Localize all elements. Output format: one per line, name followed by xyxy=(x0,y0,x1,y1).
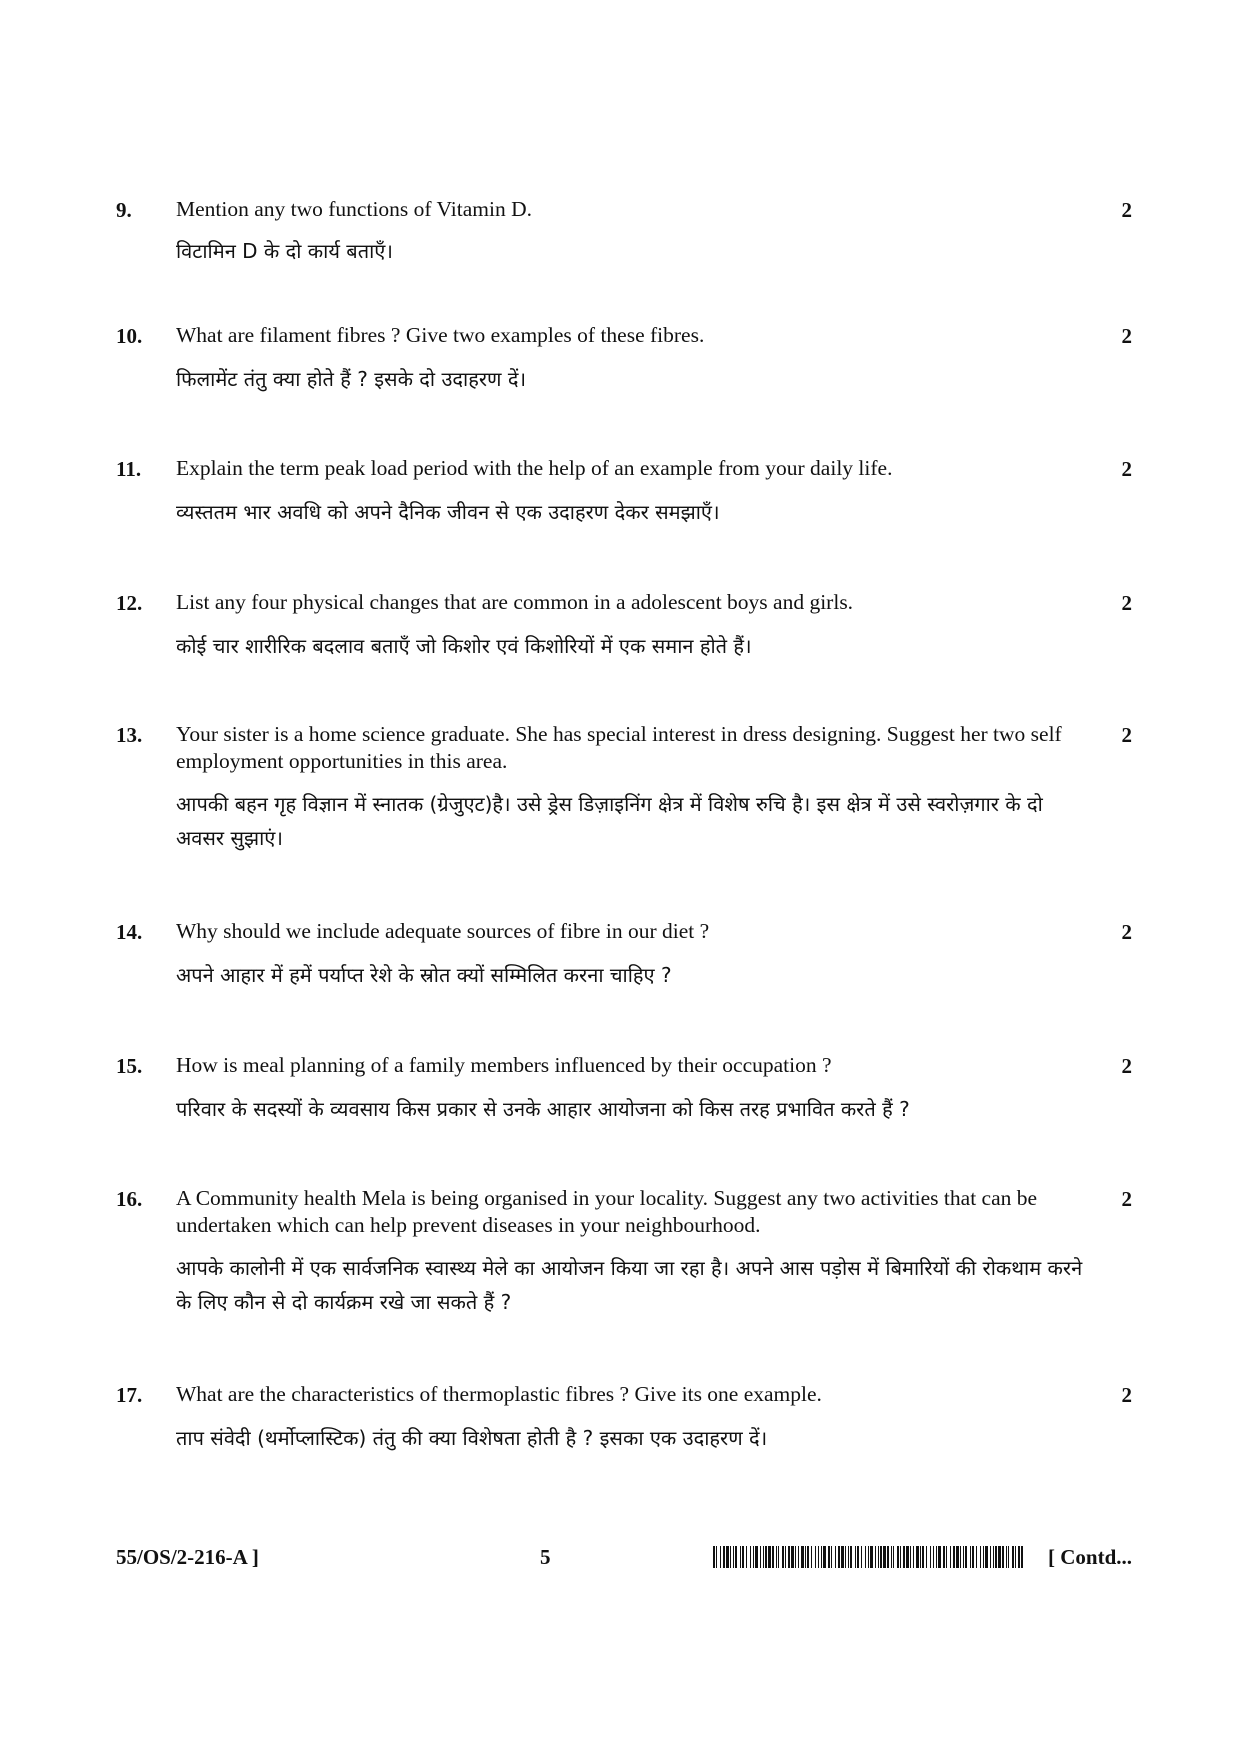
question-text-hindi: फिलामेंट तंतु क्या होते हैं ? इसके दो उदाहरण दें। xyxy=(176,367,527,391)
barcode-bar xyxy=(897,1546,899,1568)
barcode-bar xyxy=(850,1546,852,1568)
barcode-bar xyxy=(720,1546,721,1568)
barcode-bar xyxy=(845,1546,846,1568)
barcode-bar xyxy=(965,1546,967,1568)
barcode-bar xyxy=(922,1546,924,1568)
barcode-bar xyxy=(735,1546,737,1568)
barcode-bar xyxy=(805,1546,806,1568)
question-text-hindi: आपकी बहन गृह विज्ञान में स्नातक (ग्रेजुएट)है। उसे ड्रेस डिज़ाइनिंग क्षेत्र में विशेष रुचि है। इस क्षेत्र में उसे स्वरोज़गार के दो अवसर सुझाएं। xyxy=(176,792,1043,850)
barcode-bar xyxy=(857,1546,859,1568)
question-text-hindi: कोई चार शारीरिक बदलाव बताएँ जो किशोर एवं किशोरियों में एक समान होते हैं। xyxy=(176,634,752,658)
barcode-bar xyxy=(910,1546,911,1568)
question-text-hindi: आपके कालोनी में एक सार्वजनिक स्वास्थ्य मेले का आयोजन किया जा रहा है। अपने आस पड़ोस में बिमारियों की रोकथाम करने के लिए कौन से दो कार्यक्रम रखे जा सकते हैं ? xyxy=(176,1256,1083,1314)
barcode-bar xyxy=(763,1546,764,1568)
barcode-bar xyxy=(815,1546,816,1568)
question-text-hindi: ताप संवेदी (थर्मोप्लास्टिक) तंतु की क्या विशेषता होती है ? इसका एक उदाहरण दें। xyxy=(176,1426,768,1450)
question-marks: 2 xyxy=(1121,591,1132,615)
question-number: 16. xyxy=(116,1187,143,1211)
continued-label: [ Contd... xyxy=(1047,1545,1132,1569)
barcode-bar xyxy=(950,1546,951,1568)
barcode-bar xyxy=(970,1546,971,1568)
barcode-bar xyxy=(848,1546,849,1568)
barcode-bar xyxy=(983,1546,984,1568)
question-number: 13. xyxy=(116,723,143,747)
barcode-bar xyxy=(903,1546,905,1568)
barcode-bar xyxy=(998,1546,1001,1568)
question-text-english: Mention any two functions of Vitamin D. xyxy=(176,197,533,221)
barcode-bar xyxy=(933,1546,934,1568)
question-marks: 2 xyxy=(1121,723,1132,747)
barcode-bar xyxy=(835,1546,836,1568)
barcode-bar xyxy=(753,1546,754,1568)
page-footer xyxy=(116,1543,1132,1573)
barcode-bar xyxy=(831,1546,832,1568)
barcode-bar xyxy=(855,1546,856,1568)
barcode-bar xyxy=(740,1546,741,1568)
barcode-bar xyxy=(943,1546,945,1568)
barcode-bar xyxy=(755,1546,758,1568)
question-number: 14. xyxy=(116,920,143,944)
question-text-hindi: परिवार के सदस्यों के व्यवसाय किस प्रकार से उनके आहार आयोजना को किस तरह प्रभावित करते हैं ? xyxy=(176,1097,910,1121)
page-number: 5 xyxy=(540,1545,551,1569)
question-text-english: What are filament fibres ? Give two examples of these fibres. xyxy=(176,323,705,347)
barcode-bar xyxy=(953,1546,955,1568)
question-number: 17. xyxy=(116,1383,143,1407)
barcode-bar xyxy=(791,1546,794,1568)
barcode-bar xyxy=(768,1546,771,1568)
barcode-bar xyxy=(785,1546,786,1568)
barcode-bar xyxy=(878,1546,879,1568)
barcode-bar xyxy=(1021,1546,1023,1568)
barcode-bar xyxy=(788,1546,790,1568)
barcode-bar xyxy=(841,1546,844,1568)
question-text-hindi: अपने आहार में हमें पर्याप्त रेशे के स्रोत क्यों सम्मिलित करना चाहिए ? xyxy=(176,963,672,987)
barcode-bar xyxy=(880,1546,882,1568)
barcode-bar xyxy=(870,1546,873,1568)
barcode-bar xyxy=(823,1546,826,1568)
barcode-bar xyxy=(716,1546,717,1568)
barcode-bar xyxy=(838,1546,840,1568)
barcode-bar xyxy=(811,1546,812,1568)
question-text-hindi: विटामिन D के दो कार्य बताएँ। xyxy=(176,239,393,263)
barcode-bar xyxy=(920,1546,921,1568)
question-number: 9. xyxy=(116,198,132,222)
barcode-bar xyxy=(782,1546,784,1568)
paper-code: 55/OS/2-216-A ] xyxy=(116,1545,259,1569)
barcode-bar xyxy=(713,1546,715,1568)
barcode-bar xyxy=(946,1546,947,1568)
question-text-english: What are the characteristics of thermoplastic fibres ? Give its one example. xyxy=(176,1382,822,1406)
barcode-bar xyxy=(926,1546,927,1568)
barcode-bar xyxy=(868,1546,869,1568)
barcode-bar xyxy=(742,1546,744,1568)
barcode-bar xyxy=(891,1546,892,1568)
question-number: 15. xyxy=(116,1054,143,1078)
barcode-bar xyxy=(1006,1546,1007,1568)
question-marks: 2 xyxy=(1121,920,1132,944)
barcode-bar xyxy=(750,1546,751,1568)
question-marks: 2 xyxy=(1121,457,1132,481)
barcode-bar xyxy=(776,1546,777,1568)
barcode-bar xyxy=(993,1546,994,1568)
barcode-bar xyxy=(976,1546,977,1568)
barcode-bar xyxy=(956,1546,959,1568)
barcode-bar xyxy=(906,1546,909,1568)
barcode-bar xyxy=(1015,1546,1016,1568)
barcode-bar xyxy=(798,1546,799,1568)
barcode-bar xyxy=(995,1546,997,1568)
barcode-bar xyxy=(730,1546,731,1568)
barcode-bar xyxy=(963,1546,964,1568)
question-text-english: Why should we include adequate sources of fibre in our diet ? xyxy=(176,919,710,943)
barcode-bar xyxy=(875,1546,876,1568)
barcode-bar xyxy=(938,1546,941,1568)
barcode-bar xyxy=(893,1546,894,1568)
barcode-bar xyxy=(887,1546,889,1568)
barcode-bar xyxy=(795,1546,796,1568)
question-number: 12. xyxy=(116,591,143,615)
barcode-bar xyxy=(1008,1546,1009,1568)
barcode-bar xyxy=(818,1546,819,1568)
barcode-bar xyxy=(801,1546,804,1568)
question-number: 10. xyxy=(116,324,143,348)
question-text-hindi: व्यस्ततम भार अवधि को अपने दैनिक जीवन से एक उदाहरण देकर समझाएँ। xyxy=(176,500,720,524)
question-marks: 2 xyxy=(1121,1383,1132,1407)
question-text-english: Explain the term peak load period with the help of an example from your daily life. xyxy=(176,456,893,480)
barcode-bar xyxy=(936,1546,937,1568)
barcode-icon xyxy=(713,1546,1023,1568)
barcode-bar xyxy=(980,1546,981,1568)
barcode-bar xyxy=(900,1546,901,1568)
barcode-bar xyxy=(865,1546,866,1568)
barcode-bar xyxy=(972,1546,974,1568)
question-text-english: A Community health Mela is being organised in your locality. Suggest any two activities that can be undertaken which can help prevent diseases in your neighbourhood. xyxy=(176,1186,1038,1237)
barcode-bar xyxy=(883,1546,886,1568)
barcode-bar xyxy=(765,1546,767,1568)
barcode-bar xyxy=(760,1546,761,1568)
barcode-bar xyxy=(990,1546,991,1568)
barcode-bar xyxy=(807,1546,809,1568)
barcode-bar xyxy=(861,1546,862,1568)
barcode-bar xyxy=(828,1546,830,1568)
barcode-bar xyxy=(1018,1546,1020,1568)
question-text-english: Your sister is a home science graduate. She has special interest in dress designing. Suggest her two self employment opportunities in this area. xyxy=(176,722,1062,773)
barcode-bar xyxy=(723,1546,725,1568)
question-text-english: How is meal planning of a family members influenced by their occupation ? xyxy=(176,1053,832,1077)
barcode-bar xyxy=(913,1546,914,1568)
barcode-bar xyxy=(985,1546,988,1568)
barcode-bar xyxy=(1012,1546,1014,1568)
barcode-bar xyxy=(960,1546,961,1568)
question-marks: 2 xyxy=(1121,198,1132,222)
barcode-bar xyxy=(778,1546,779,1568)
barcode-bar xyxy=(930,1546,931,1568)
question-text-english: List any four physical changes that are common in a adolescent boys and girls. xyxy=(176,590,854,614)
question-marks: 2 xyxy=(1121,1054,1132,1078)
barcode-bar xyxy=(821,1546,822,1568)
barcode-bar xyxy=(733,1546,734,1568)
barcode-bar xyxy=(916,1546,919,1568)
barcode-bar xyxy=(726,1546,729,1568)
barcode-bar xyxy=(772,1546,774,1568)
question-marks: 2 xyxy=(1121,1187,1132,1211)
barcode-bar xyxy=(1002,1546,1004,1568)
question-number: 11. xyxy=(116,457,142,481)
question-marks: 2 xyxy=(1121,324,1132,348)
barcode-bar xyxy=(746,1546,747,1568)
